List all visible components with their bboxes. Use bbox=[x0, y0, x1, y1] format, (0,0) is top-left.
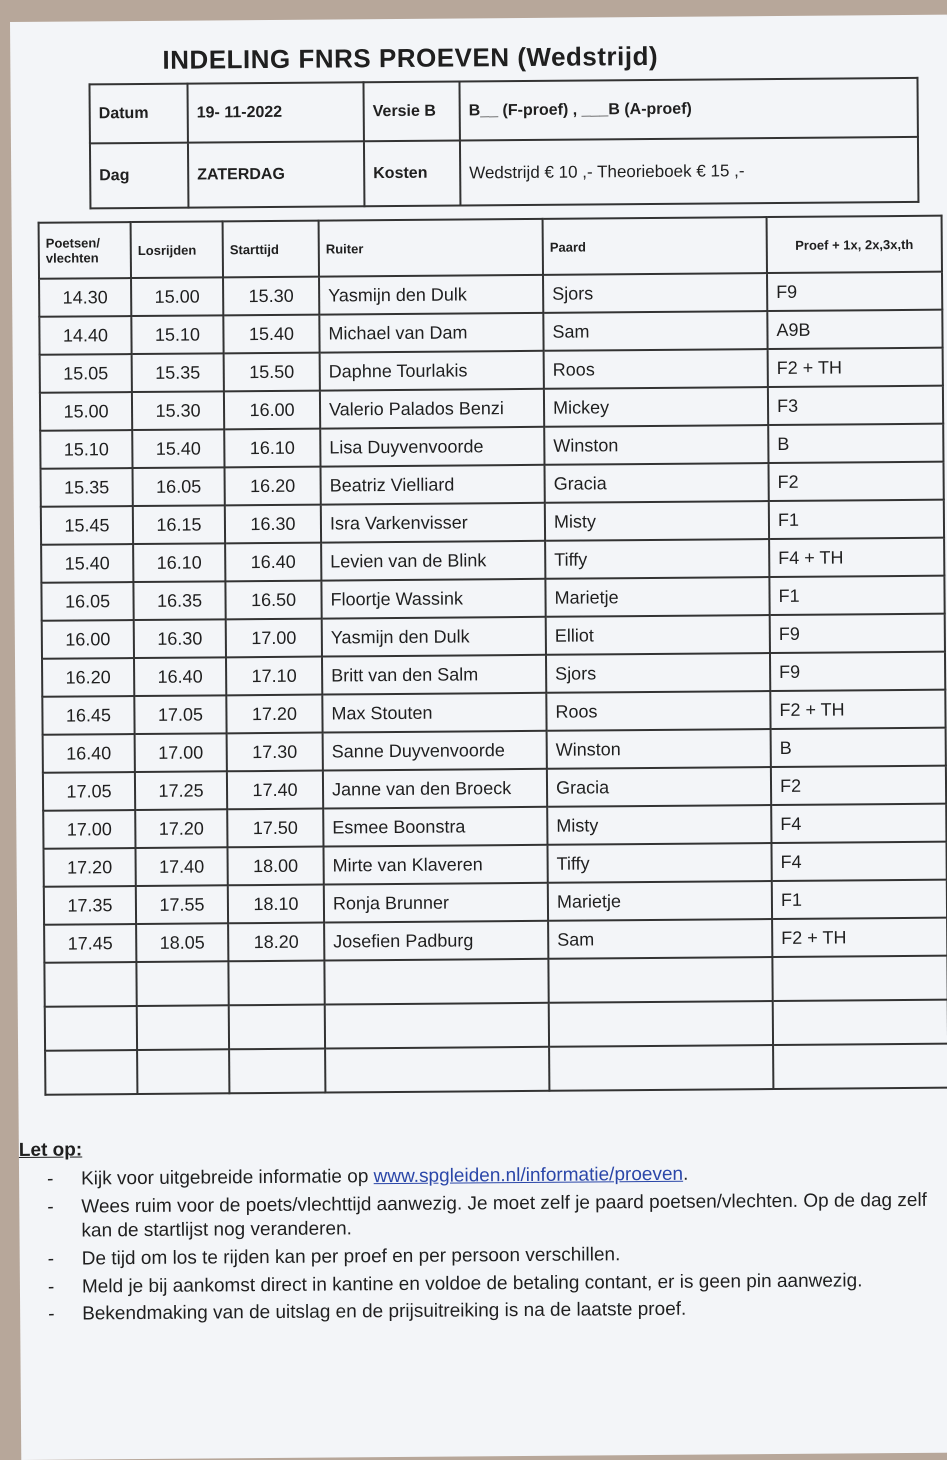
ruiter-cell: Esmee Boonstra bbox=[323, 807, 547, 847]
ruiter-cell: Isra Varkenvisser bbox=[321, 503, 545, 543]
ruiter-cell: Floortje Wassink bbox=[321, 579, 545, 619]
ruiter-cell: Yasmijn den Dulk bbox=[322, 617, 546, 657]
losrijden-cell: 16.30 bbox=[134, 619, 226, 658]
starttijd-cell: 17.10 bbox=[226, 657, 322, 696]
ruiter-cell: Beatriz Vielliard bbox=[321, 465, 545, 505]
proef-cell: A9B bbox=[767, 310, 942, 349]
empty-cell bbox=[44, 962, 136, 1007]
note-item: - Bekendmaking van de uitslag en de prijsuitreiking is na de laatste proef. bbox=[48, 1299, 687, 1326]
note-item: - De tijd om los te rijden kan per proef en per persoon verschillen. bbox=[47, 1244, 621, 1270]
losrijden-cell: 16.35 bbox=[133, 581, 225, 620]
poetsen-cell: 14.30 bbox=[39, 278, 131, 317]
note-item: - Kijk voor uitgebreide informatie op www.spgleiden.nl/informatie/proeven. bbox=[47, 1163, 689, 1190]
empty-cell bbox=[45, 1050, 137, 1095]
proef-cell: F3 bbox=[768, 386, 943, 425]
losrijden-cell: 17.55 bbox=[136, 885, 228, 924]
empty-cell bbox=[229, 1049, 325, 1094]
ruiter-cell: Mirte van Klaveren bbox=[323, 845, 547, 885]
paard-cell: Gracia bbox=[544, 463, 768, 503]
empty-cell bbox=[137, 1005, 229, 1050]
paard-cell: Winston bbox=[547, 729, 771, 769]
poetsen-cell: 16.45 bbox=[42, 696, 134, 735]
poetsen-cell: 16.00 bbox=[42, 620, 134, 659]
header-poetsen: Poetsen/ vlechten bbox=[39, 222, 131, 279]
paard-cell: Gracia bbox=[547, 767, 771, 807]
proef-cell: F4 bbox=[771, 842, 946, 881]
poetsen-cell: 16.20 bbox=[42, 658, 134, 697]
losrijden-cell: 16.40 bbox=[134, 657, 226, 696]
ruiter-cell: Sanne Duyvenvoorde bbox=[323, 731, 547, 771]
kosten-label: Kosten bbox=[364, 141, 461, 207]
datum-label: Datum bbox=[89, 84, 187, 144]
losrijden-cell: 15.00 bbox=[131, 277, 223, 316]
poetsen-cell: 15.10 bbox=[40, 430, 132, 469]
empty-row bbox=[45, 1044, 947, 1095]
poetsen-cell: 16.40 bbox=[43, 734, 135, 773]
ruiter-cell: Michael van Dam bbox=[319, 313, 543, 353]
empty-cell bbox=[772, 956, 947, 1001]
losrijden-cell: 16.05 bbox=[133, 467, 225, 506]
starttijd-cell: 17.30 bbox=[227, 733, 323, 772]
starttijd-cell: 17.20 bbox=[226, 695, 322, 734]
notes-heading: Let op: bbox=[18, 1139, 83, 1161]
empty-row bbox=[45, 1000, 947, 1051]
starttijd-cell: 16.50 bbox=[225, 581, 321, 620]
proef-cell: F2 + TH bbox=[772, 918, 947, 957]
starttijd-cell: 16.30 bbox=[225, 505, 321, 544]
info-link[interactable]: www.spgleiden.nl/informatie/proeven bbox=[373, 1163, 684, 1188]
losrijden-cell: 15.10 bbox=[131, 315, 223, 354]
paard-cell: Tiffy bbox=[545, 539, 769, 579]
starttijd-cell: 16.40 bbox=[225, 543, 321, 582]
proef-cell: F1 bbox=[772, 880, 947, 919]
losrijden-cell: 17.40 bbox=[135, 847, 227, 886]
losrijden-cell: 15.30 bbox=[132, 391, 224, 430]
empty-cell bbox=[773, 1044, 947, 1089]
poetsen-cell: 17.05 bbox=[43, 772, 135, 811]
losrijden-cell: 16.10 bbox=[133, 543, 225, 582]
starttijd-cell: 18.10 bbox=[228, 885, 324, 924]
paard-cell: Winston bbox=[544, 425, 768, 465]
proef-cell: B bbox=[771, 728, 946, 767]
note-item: - Meld je bij aankomst direct in kantine en voldoe de betaling contant, er is geen pin aanwezig. bbox=[47, 1270, 863, 1298]
schedule-table bbox=[38, 215, 947, 1096]
schedule-body bbox=[39, 272, 947, 1095]
paard-cell: Sam bbox=[543, 311, 767, 351]
starttijd-cell: 15.30 bbox=[223, 277, 319, 316]
paard-cell: Mickey bbox=[544, 387, 768, 427]
paard-cell: Roos bbox=[544, 349, 768, 389]
losrijden-cell: 17.05 bbox=[134, 695, 226, 734]
proef-cell: F4 bbox=[771, 804, 946, 843]
losrijden-cell: 15.35 bbox=[132, 353, 224, 392]
losrijden-cell: 16.15 bbox=[133, 505, 225, 544]
notes-list bbox=[19, 1161, 947, 1328]
starttijd-cell: 18.00 bbox=[227, 847, 323, 886]
ruiter-cell: Lisa Duyvenvoorde bbox=[320, 427, 544, 467]
proef-cell: F1 bbox=[769, 576, 944, 615]
starttijd-cell: 16.00 bbox=[224, 391, 320, 430]
paard-cell: Tiffy bbox=[547, 843, 771, 883]
paard-cell: Misty bbox=[547, 805, 771, 845]
header-losrijden: Losrijden bbox=[131, 221, 223, 278]
paard-cell: Sam bbox=[548, 919, 772, 959]
empty-cell bbox=[324, 959, 548, 1005]
empty-cell bbox=[325, 1047, 549, 1093]
poetsen-cell: 15.05 bbox=[40, 354, 132, 393]
empty-cell bbox=[773, 1000, 947, 1045]
ruiter-cell: Max Stouten bbox=[322, 693, 546, 733]
meta-table bbox=[88, 77, 919, 210]
dag-value: ZATERDAG bbox=[188, 141, 365, 207]
poetsen-cell: 17.45 bbox=[44, 924, 136, 963]
kosten-value: Wedstrijd € 10 ,- Theorieboek € 15 ,- bbox=[460, 137, 918, 206]
empty-cell bbox=[325, 1003, 549, 1049]
empty-cell bbox=[136, 961, 228, 1006]
empty-cell bbox=[45, 1006, 137, 1051]
poetsen-cell: 14.40 bbox=[39, 316, 131, 355]
starttijd-cell: 15.50 bbox=[224, 353, 320, 392]
ruiter-cell: Daphne Tourlakis bbox=[320, 351, 544, 391]
starttijd-cell: 17.40 bbox=[227, 771, 323, 810]
proef-cell: F2 + TH bbox=[768, 348, 943, 387]
schedule-header-row bbox=[39, 216, 942, 279]
paard-cell: Sjors bbox=[543, 273, 767, 313]
note-item: - Wees ruim voor de poets/vlechttijd aanwezig. Je moet zelf je paard poetsen/vlechten. Op de dag zelf kan de startlijst nog veranderen. bbox=[47, 1189, 927, 1242]
header-starttijd: Starttijd bbox=[223, 221, 319, 278]
dag-label: Dag bbox=[90, 143, 189, 209]
versie-value: B__ (F-proef) , ___B (A-proef) bbox=[459, 78, 917, 141]
paard-cell: Marietje bbox=[548, 881, 772, 921]
ruiter-cell: Valerio Palados Benzi bbox=[320, 389, 544, 429]
ruiter-cell: Ronja Brunner bbox=[324, 883, 548, 923]
ruiter-cell: Levien van de Blink bbox=[321, 541, 545, 581]
empty-cell bbox=[549, 1001, 773, 1047]
losrijden-cell: 18.05 bbox=[136, 923, 228, 962]
paard-cell: Misty bbox=[545, 501, 769, 541]
ruiter-cell: Josefien Padburg bbox=[324, 921, 548, 961]
empty-cell bbox=[549, 1045, 773, 1091]
document-title: INDELING FNRS PROEVEN (Wedstrijd) bbox=[162, 40, 659, 75]
proef-cell: F9 bbox=[770, 614, 945, 653]
proef-cell: F4 + TH bbox=[769, 538, 944, 577]
proef-cell: F9 bbox=[770, 652, 945, 691]
starttijd-cell: 16.10 bbox=[224, 429, 320, 468]
empty-cell bbox=[548, 957, 772, 1003]
proef-cell: F2 bbox=[768, 462, 943, 501]
empty-cell bbox=[229, 1005, 325, 1050]
empty-cell bbox=[228, 961, 324, 1006]
proef-cell: F2 bbox=[771, 766, 946, 805]
poetsen-cell: 17.00 bbox=[43, 810, 135, 849]
losrijden-cell: 17.00 bbox=[135, 733, 227, 772]
paard-cell: Roos bbox=[546, 691, 770, 731]
losrijden-cell: 15.40 bbox=[132, 429, 224, 468]
starttijd-cell: 16.20 bbox=[225, 467, 321, 506]
empty-cell bbox=[137, 1049, 229, 1094]
ruiter-cell: Yasmijn den Dulk bbox=[319, 275, 543, 315]
paard-cell: Sjors bbox=[546, 653, 770, 693]
paard-cell: Elliot bbox=[546, 615, 770, 655]
paard-cell: Marietje bbox=[545, 577, 769, 617]
header-proef: Proef + 1x, 2x,3x,th bbox=[767, 216, 942, 273]
versie-label: Versie B bbox=[363, 81, 459, 141]
starttijd-cell: 17.00 bbox=[226, 619, 322, 658]
starttijd-cell: 17.50 bbox=[227, 809, 323, 848]
header-ruiter: Ruiter bbox=[319, 219, 543, 277]
poetsen-cell: 16.05 bbox=[41, 582, 133, 621]
proef-cell: F1 bbox=[769, 500, 944, 539]
losrijden-cell: 17.20 bbox=[135, 809, 227, 848]
poetsen-cell: 15.35 bbox=[41, 468, 133, 507]
poetsen-cell: 17.20 bbox=[43, 848, 135, 887]
poetsen-cell: 15.00 bbox=[40, 392, 132, 431]
starttijd-cell: 15.40 bbox=[223, 315, 319, 354]
empty-row bbox=[44, 956, 947, 1007]
document-sheet bbox=[10, 15, 947, 1460]
starttijd-cell: 18.20 bbox=[228, 923, 324, 962]
proef-cell: F9 bbox=[767, 272, 942, 311]
proef-cell: B bbox=[768, 424, 943, 463]
poetsen-cell: 15.45 bbox=[41, 506, 133, 545]
losrijden-cell: 17.25 bbox=[135, 771, 227, 810]
notes-section bbox=[19, 1133, 947, 1331]
poetsen-cell: 15.40 bbox=[41, 544, 133, 583]
ruiter-cell: Britt van den Salm bbox=[322, 655, 546, 695]
datum-value: 19- 11-2022 bbox=[187, 82, 363, 142]
poetsen-cell: 17.35 bbox=[44, 886, 136, 925]
header-paard: Paard bbox=[543, 217, 767, 275]
proef-cell: F2 + TH bbox=[770, 690, 945, 729]
ruiter-cell: Janne van den Broeck bbox=[323, 769, 547, 809]
